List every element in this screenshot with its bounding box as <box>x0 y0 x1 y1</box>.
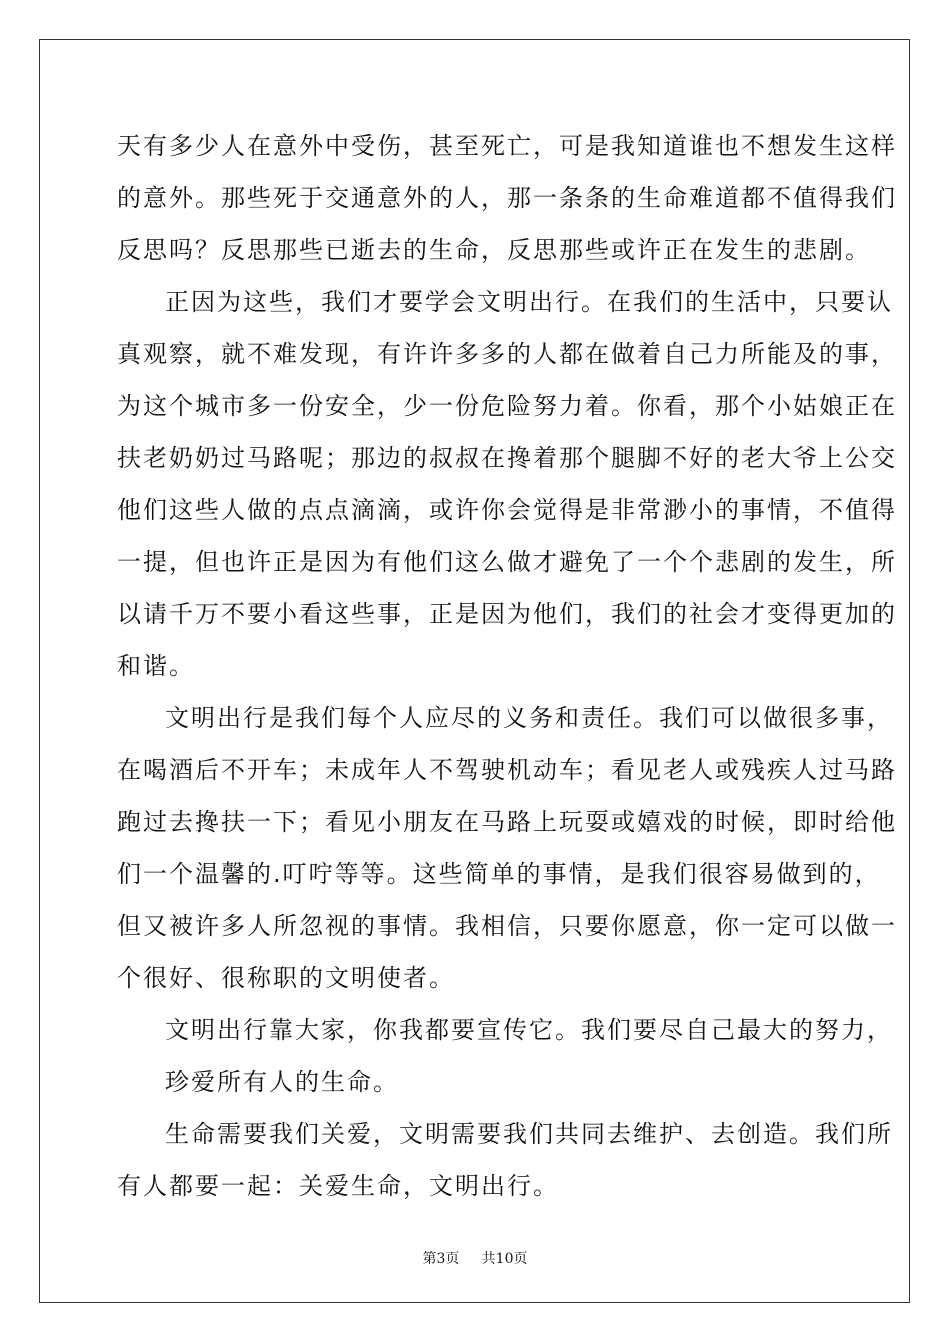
text-line: 和谐。 <box>117 652 195 680</box>
text-line: 珍爱所有人的生命。 <box>165 1068 399 1096</box>
text-line: 为这个城市多一份安全，少一份危险努力着。你看，那个小姑娘正在 <box>117 392 897 420</box>
text-line: 文明出行靠大家，你我都要宣传它。我们要尽自己最大的努力， <box>165 1016 893 1044</box>
text-line: 扶老奶奶过马路呢；那边的叔叔在搀着那个腿脚不好的老大爷上公交 <box>117 444 897 472</box>
text-line: 个很好、很称职的文明使者。 <box>117 964 455 992</box>
text-line: 一提，但也许正是因为有他们这么做才避免了一个个悲剧的发生，所 <box>117 548 897 576</box>
text-line: 的意外。那些死于交通意外的人，那一条条的生命难道都不值得我们 <box>117 184 897 212</box>
text-line: 以请千万不要小看这些事，正是因为他们，我们的社会才变得更加的 <box>117 600 897 628</box>
text-line: 正因为这些，我们才要学会文明出行。在我们的生活中，只要认 <box>165 288 893 316</box>
text-line: 有人都要一起：关爱生命，文明出行。 <box>117 1172 559 1200</box>
page-number: 第3页 <box>422 1251 460 1267</box>
text-line: 跑过去搀扶一下；看见小朋友在马路上玩耍或嬉戏的时候，即时给他 <box>117 808 897 836</box>
text-line: 文明出行是我们每个人应尽的义务和责任。我们可以做很多事， <box>165 704 893 732</box>
page-footer <box>0 1248 950 1268</box>
text-line: 生命需要我们关爱，文明需要我们共同去维护、去创造。我们所 <box>165 1120 893 1148</box>
text-line: 但又被许多人所忽视的事情。我相信，只要你愿意，你一定可以做一 <box>117 912 897 940</box>
text-line: 真观察，就不难发现，有许许多多的人都在做着自己力所能及的事， <box>117 340 897 368</box>
text-line: 他们这些人做的点点滴滴，或许你会觉得是非常渺小的事情，不值得 <box>117 496 897 524</box>
text-line: 在喝酒后不开车；未成年人不驾驶机动车；看见老人或残疾人过马路 <box>117 756 897 784</box>
page-total: 共10页 <box>481 1251 528 1267</box>
text-line: 天有多少人在意外中受伤，甚至死亡，可是我知道谁也不想发生这样 <box>117 132 897 160</box>
text-line: 们一个温馨的.叮咛等等。这些简单的事情，是我们很容易做到的， <box>117 860 881 888</box>
text-line: 反思吗？反思那些已逝去的生命，反思那些或许正在发生的悲剧。 <box>117 236 871 264</box>
